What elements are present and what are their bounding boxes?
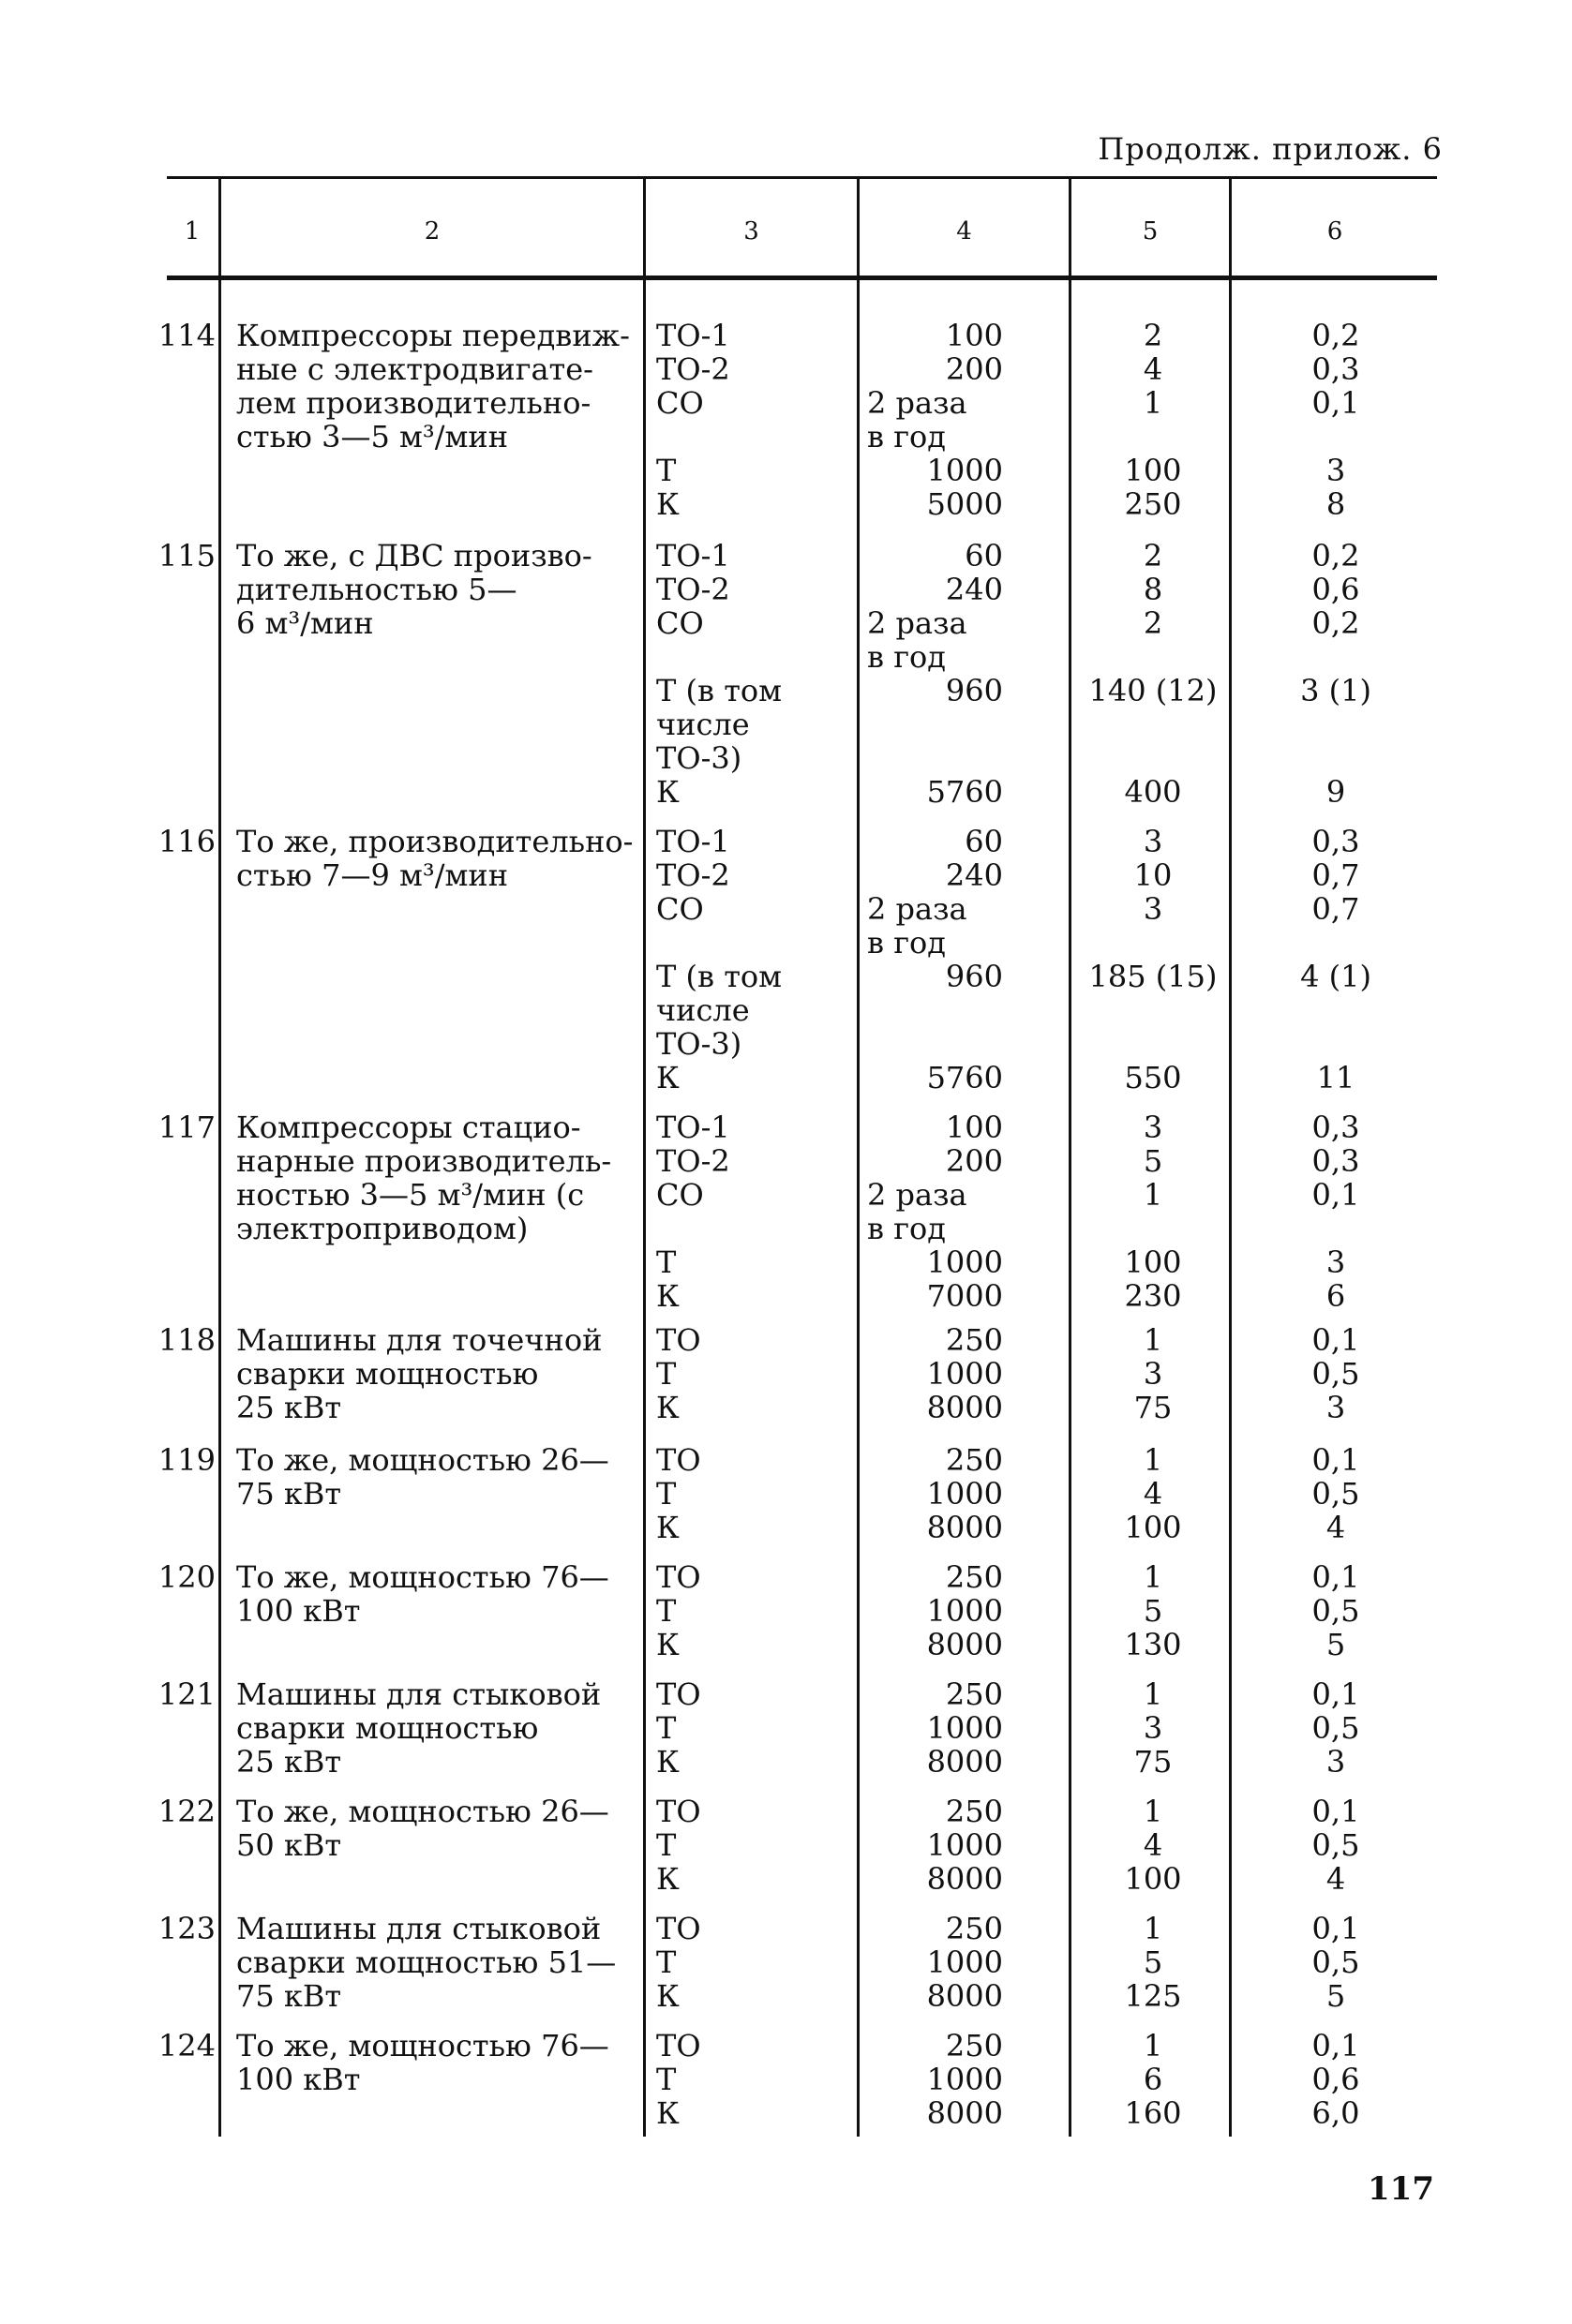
maintenance-type: ТО-1 bbox=[656, 538, 730, 574]
maintenance-row bbox=[0, 1945, 1572, 1979]
description-line: 100 кВт bbox=[236, 2062, 361, 2097]
column-number: 3 bbox=[743, 217, 759, 246]
description-line: 6 м³/мин bbox=[236, 605, 374, 641]
maintenance-row bbox=[0, 1511, 1572, 1544]
labor-value: 0,5 bbox=[1311, 1593, 1360, 1629]
maintenance-row bbox=[0, 1391, 1572, 1424]
labor-value: 6 bbox=[1325, 1278, 1346, 1314]
maintenance-type: ТО-2 bbox=[656, 351, 730, 387]
downtime-value: 10 bbox=[1133, 857, 1173, 893]
labor-value: 0,1 bbox=[1311, 1794, 1360, 1829]
maintenance-type: К bbox=[656, 1978, 680, 2014]
labor-value: 4 bbox=[1325, 1510, 1346, 1545]
labor-value: 0,5 bbox=[1311, 1476, 1360, 1512]
maintenance-row bbox=[0, 1745, 1572, 1779]
periodicity-hours: 250 bbox=[945, 1559, 1003, 1595]
maintenance-row bbox=[0, 1912, 1572, 1945]
maintenance-type: К bbox=[656, 1510, 680, 1545]
labor-value: 0,1 bbox=[1311, 1177, 1360, 1213]
entry-number: 117 bbox=[157, 1110, 216, 1145]
description-line: 50 кВт bbox=[236, 1827, 342, 1863]
periodicity-hours: 5760 bbox=[926, 1060, 1003, 1095]
description-line: электроприводом) bbox=[236, 1211, 529, 1246]
entry-number: 118 bbox=[157, 1322, 216, 1358]
downtime-value: 5 bbox=[1143, 1593, 1163, 1629]
labor-value: 5 bbox=[1325, 1627, 1346, 1662]
labor-value: 0,2 bbox=[1311, 605, 1360, 641]
labor-value: 8 bbox=[1325, 486, 1346, 522]
downtime-value: 75 bbox=[1133, 1390, 1173, 1425]
description-line: Машины для стыковой bbox=[236, 1911, 602, 1946]
description-line: стью 7—9 м³/мин bbox=[236, 857, 509, 893]
maintenance-row bbox=[0, 1144, 1572, 1178]
description-line: сварки мощностью bbox=[236, 1710, 539, 1746]
maintenance-type: ТО bbox=[656, 1911, 701, 1946]
maintenance-type: Т (в том bbox=[656, 673, 783, 708]
maintenance-type: ТО-3) bbox=[656, 740, 742, 776]
description-line: То же, мощностью 26— bbox=[236, 1794, 609, 1829]
maintenance-type: Т bbox=[656, 1244, 677, 1280]
maintenance-row bbox=[0, 858, 1572, 892]
downtime-value: 6 bbox=[1143, 2062, 1163, 2097]
labor-value: 3 bbox=[1325, 1244, 1346, 1280]
downtime-value: 2 bbox=[1143, 318, 1163, 353]
labor-value: 0,2 bbox=[1311, 318, 1360, 353]
periodicity-text: в год bbox=[867, 639, 946, 675]
maintenance-row bbox=[0, 573, 1572, 606]
maintenance-row bbox=[0, 1245, 1572, 1279]
maintenance-type: Т bbox=[656, 1356, 677, 1392]
periodicity-hours: 60 bbox=[965, 824, 1003, 859]
maintenance-row bbox=[0, 2063, 1572, 2096]
labor-value: 0,1 bbox=[1311, 1676, 1360, 1712]
maintenance-type: ТО bbox=[656, 1442, 701, 1478]
maintenance-row bbox=[0, 1323, 1572, 1357]
header-bottom-rule bbox=[167, 276, 1437, 280]
periodicity-hours: 250 bbox=[945, 1442, 1003, 1478]
maintenance-type: Т (в том bbox=[656, 959, 783, 994]
periodicity-hours: 100 bbox=[945, 318, 1003, 353]
downtime-value: 8 bbox=[1143, 572, 1163, 607]
maintenance-type: К bbox=[656, 486, 680, 522]
downtime-value: 160 bbox=[1124, 2095, 1182, 2131]
periodicity-hours: 8000 bbox=[926, 2095, 1003, 2131]
entry-number: 119 bbox=[157, 1442, 216, 1478]
description-line: То же, производительно- bbox=[236, 824, 634, 859]
maintenance-rows bbox=[0, 1323, 1572, 1424]
labor-value: 0,3 bbox=[1311, 351, 1360, 387]
periodicity-hours: 5000 bbox=[926, 486, 1003, 522]
downtime-value: 1 bbox=[1143, 1911, 1163, 1946]
labor-value: 5 bbox=[1325, 1978, 1346, 2014]
maintenance-type: Т bbox=[656, 1476, 677, 1512]
maintenance-type: К bbox=[656, 1060, 680, 1095]
periodicity-hours: 5760 bbox=[926, 774, 1003, 810]
downtime-value: 1 bbox=[1143, 1676, 1163, 1712]
labor-value: 6,0 bbox=[1311, 2095, 1360, 2131]
periodicity-hours: 100 bbox=[945, 1110, 1003, 1145]
labor-value: 4 bbox=[1325, 1861, 1346, 1897]
downtime-value: 1 bbox=[1143, 1442, 1163, 1478]
periodicity-hours: 1000 bbox=[926, 1244, 1003, 1280]
labor-value: 0,1 bbox=[1311, 2028, 1360, 2063]
maintenance-type: СО bbox=[656, 1177, 704, 1213]
maintenance-type: К bbox=[656, 1627, 680, 1662]
downtime-value: 3 bbox=[1143, 1356, 1163, 1392]
maintenance-type: ТО bbox=[656, 2028, 701, 2063]
maintenance-rows bbox=[0, 825, 1572, 1095]
maintenance-row bbox=[0, 386, 1572, 420]
maintenance-type: ТО bbox=[656, 1676, 701, 1712]
periodicity-hours: 8000 bbox=[926, 1627, 1003, 1662]
maintenance-row bbox=[0, 1795, 1572, 1828]
description-line: сварки мощностью bbox=[236, 1356, 539, 1392]
periodicity-hours: 1000 bbox=[926, 1356, 1003, 1392]
maintenance-type: ТО bbox=[656, 1794, 701, 1829]
maintenance-row bbox=[0, 993, 1572, 1027]
maintenance-type: К bbox=[656, 1861, 680, 1897]
maintenance-type: ТО-1 bbox=[656, 824, 730, 859]
labor-value: 0,5 bbox=[1311, 1827, 1360, 1863]
description-line: лем производительно- bbox=[236, 385, 591, 421]
labor-value: 0,1 bbox=[1311, 1322, 1360, 1358]
description-line: 25 кВт bbox=[236, 1744, 342, 1780]
entry-number: 122 bbox=[157, 1794, 216, 1829]
periodicity-hours: 7000 bbox=[926, 1278, 1003, 1314]
page-number: 117 bbox=[1368, 2170, 1434, 2208]
description-line: Компрессоры стацио- bbox=[236, 1110, 581, 1145]
downtime-value: 1 bbox=[1143, 1322, 1163, 1358]
maintenance-row bbox=[0, 1357, 1572, 1391]
maintenance-row bbox=[0, 674, 1572, 708]
periodicity-hours: 1000 bbox=[926, 2062, 1003, 2097]
column-number: 4 bbox=[956, 217, 972, 246]
maintenance-row bbox=[0, 1061, 1572, 1095]
maintenance-row bbox=[0, 1594, 1572, 1628]
description-line: То же, мощностью 76— bbox=[236, 1559, 609, 1595]
labor-value: 0,3 bbox=[1311, 824, 1360, 859]
maintenance-rows bbox=[0, 2029, 1572, 2130]
periodicity-text: 2 раза bbox=[867, 605, 967, 641]
periodicity-hours: 8000 bbox=[926, 1978, 1003, 2014]
periodicity-hours: 250 bbox=[945, 1911, 1003, 1946]
periodicity-hours: 250 bbox=[945, 1322, 1003, 1358]
maintenance-row bbox=[0, 454, 1572, 487]
periodicity-hours: 960 bbox=[945, 959, 1003, 994]
maintenance-type: числе bbox=[656, 707, 750, 742]
labor-value: 0,5 bbox=[1311, 1356, 1360, 1392]
maintenance-row bbox=[0, 1178, 1572, 1212]
maintenance-row bbox=[0, 926, 1572, 960]
entry-number: 115 bbox=[157, 538, 216, 574]
column-number: 2 bbox=[424, 217, 441, 246]
maintenance-row bbox=[0, 539, 1572, 573]
maintenance-row bbox=[0, 1027, 1572, 1061]
labor-value: 0,7 bbox=[1311, 857, 1360, 893]
entry-number: 120 bbox=[157, 1559, 216, 1595]
labor-value: 0,6 bbox=[1311, 572, 1360, 607]
description-line: ные с электродвигате- bbox=[236, 351, 593, 387]
maintenance-row bbox=[0, 1212, 1572, 1245]
downtime-value: 100 bbox=[1124, 453, 1182, 488]
downtime-value: 1 bbox=[1143, 1177, 1163, 1213]
maintenance-type: ТО-1 bbox=[656, 318, 730, 353]
maintenance-type: Т bbox=[656, 1710, 677, 1746]
entry-number: 116 bbox=[157, 824, 216, 859]
maintenance-row bbox=[0, 1711, 1572, 1745]
downtime-value: 1 bbox=[1143, 2028, 1163, 2063]
maintenance-rows bbox=[0, 1560, 1572, 1661]
labor-value: 3 bbox=[1325, 1744, 1346, 1780]
periodicity-hours: 1000 bbox=[926, 1476, 1003, 1512]
periodicity-hours: 1000 bbox=[926, 1944, 1003, 1980]
maintenance-type: К bbox=[656, 1744, 680, 1780]
periodicity-hours: 960 bbox=[945, 673, 1003, 708]
description-line: То же, мощностью 76— bbox=[236, 2028, 609, 2063]
entry-number: 124 bbox=[157, 2028, 216, 2063]
downtime-value: 100 bbox=[1124, 1510, 1182, 1545]
description-line: То же, мощностью 26— bbox=[236, 1442, 609, 1478]
labor-value: 0,1 bbox=[1311, 1442, 1360, 1478]
periodicity-hours: 1000 bbox=[926, 1827, 1003, 1863]
maintenance-row bbox=[0, 892, 1572, 926]
maintenance-type: Т bbox=[656, 1827, 677, 1863]
maintenance-type: К bbox=[656, 774, 680, 810]
labor-value: 4 (1) bbox=[1300, 959, 1371, 994]
labor-value: 11 bbox=[1316, 1060, 1355, 1095]
downtime-value: 230 bbox=[1124, 1278, 1182, 1314]
maintenance-rows bbox=[0, 1795, 1572, 1896]
description-line: То же, с ДВС произво- bbox=[236, 538, 592, 574]
labor-value: 0,6 bbox=[1311, 2062, 1360, 2097]
downtime-value: 4 bbox=[1143, 1827, 1163, 1863]
downtime-value: 3 bbox=[1143, 824, 1163, 859]
periodicity-text: в год bbox=[867, 925, 946, 961]
downtime-value: 3 bbox=[1143, 1110, 1163, 1145]
description-line: 75 кВт bbox=[236, 1476, 342, 1512]
periodicity-hours: 250 bbox=[945, 2028, 1003, 2063]
description-line: 75 кВт bbox=[236, 1978, 342, 2014]
downtime-value: 3 bbox=[1143, 1710, 1163, 1746]
labor-value: 3 (1) bbox=[1300, 673, 1371, 708]
periodicity-text: в год bbox=[867, 1211, 946, 1246]
maintenance-row bbox=[0, 487, 1572, 521]
description-line: Машины для точечной bbox=[236, 1322, 603, 1358]
labor-value: 0,1 bbox=[1311, 385, 1360, 421]
maintenance-type: ТО bbox=[656, 1322, 701, 1358]
labor-value: 0,5 bbox=[1311, 1944, 1360, 1980]
maintenance-row bbox=[0, 1443, 1572, 1477]
entry-number: 114 bbox=[157, 318, 216, 353]
maintenance-type: Т bbox=[656, 2062, 677, 2097]
downtime-value: 75 bbox=[1133, 1744, 1173, 1780]
labor-value: 3 bbox=[1325, 1390, 1346, 1425]
downtime-value: 4 bbox=[1143, 1476, 1163, 1512]
entry-number: 123 bbox=[157, 1911, 216, 1946]
periodicity-hours: 250 bbox=[945, 1676, 1003, 1712]
maintenance-row bbox=[0, 775, 1572, 809]
maintenance-row bbox=[0, 606, 1572, 640]
labor-value: 0,7 bbox=[1311, 891, 1360, 927]
labor-value: 0,5 bbox=[1311, 1710, 1360, 1746]
labor-value: 0,1 bbox=[1311, 1911, 1360, 1946]
maintenance-row bbox=[0, 1628, 1572, 1661]
maintenance-rows bbox=[0, 319, 1572, 521]
maintenance-row bbox=[0, 1477, 1572, 1511]
labor-value: 3 bbox=[1325, 453, 1346, 488]
maintenance-row bbox=[0, 825, 1572, 858]
maintenance-rows bbox=[0, 1912, 1572, 2013]
periodicity-hours: 250 bbox=[945, 1794, 1003, 1829]
maintenance-type: ТО-2 bbox=[656, 1143, 730, 1179]
maintenance-rows bbox=[0, 1677, 1572, 1779]
maintenance-row bbox=[0, 1677, 1572, 1711]
maintenance-type: ТО-2 bbox=[656, 857, 730, 893]
maintenance-type: СО bbox=[656, 385, 704, 421]
downtime-value: 140 (12) bbox=[1088, 673, 1218, 708]
labor-value: 0,3 bbox=[1311, 1143, 1360, 1179]
periodicity-hours: 8000 bbox=[926, 1744, 1003, 1780]
downtime-value: 125 bbox=[1124, 1978, 1182, 2014]
labor-value: 0,1 bbox=[1311, 1559, 1360, 1595]
periodicity-hours: 240 bbox=[945, 857, 1003, 893]
downtime-value: 3 bbox=[1143, 891, 1163, 927]
downtime-value: 2 bbox=[1143, 605, 1163, 641]
maintenance-row bbox=[0, 708, 1572, 741]
entry-number: 121 bbox=[157, 1676, 216, 1712]
maintenance-rows bbox=[0, 539, 1572, 809]
downtime-value: 100 bbox=[1124, 1244, 1182, 1280]
description-line: Компрессоры передвиж- bbox=[236, 318, 630, 353]
periodicity-hours: 1000 bbox=[926, 1593, 1003, 1629]
maintenance-rows bbox=[0, 1443, 1572, 1544]
description-line: 25 кВт bbox=[236, 1390, 342, 1425]
periodicity-hours: 240 bbox=[945, 572, 1003, 607]
maintenance-row bbox=[0, 2029, 1572, 2063]
column-number: 1 bbox=[184, 217, 201, 246]
downtime-value: 185 (15) bbox=[1088, 959, 1218, 994]
periodicity-text: 2 раза bbox=[867, 385, 967, 421]
maintenance-type: ТО bbox=[656, 1559, 701, 1595]
downtime-value: 4 bbox=[1143, 351, 1163, 387]
downtime-value: 1 bbox=[1143, 385, 1163, 421]
maintenance-type: Т bbox=[656, 453, 677, 488]
maintenance-type: ТО-1 bbox=[656, 1110, 730, 1145]
maintenance-type: К bbox=[656, 2095, 680, 2131]
periodicity-hours: 1000 bbox=[926, 1710, 1003, 1746]
maintenance-row bbox=[0, 420, 1572, 454]
maintenance-type: К bbox=[656, 1390, 680, 1425]
column-number: 5 bbox=[1142, 217, 1159, 246]
description-line: 100 кВт bbox=[236, 1593, 361, 1629]
maintenance-type: Т bbox=[656, 1593, 677, 1629]
maintenance-row bbox=[0, 741, 1572, 775]
description-line: нарные производитель- bbox=[236, 1143, 612, 1179]
maintenance-row bbox=[0, 960, 1572, 993]
periodicity-hours: 8000 bbox=[926, 1390, 1003, 1425]
maintenance-type: К bbox=[656, 1278, 680, 1314]
description-line: стью 3—5 м³/мин bbox=[236, 419, 509, 454]
labor-value: 0,3 bbox=[1311, 1110, 1360, 1145]
downtime-value: 550 bbox=[1124, 1060, 1182, 1095]
downtime-value: 100 bbox=[1124, 1861, 1182, 1897]
maintenance-row bbox=[0, 319, 1572, 352]
periodicity-hours: 200 bbox=[945, 351, 1003, 387]
maintenance-type: ТО-3) bbox=[656, 1026, 742, 1062]
downtime-value: 1 bbox=[1143, 1559, 1163, 1595]
maintenance-type: ТО-2 bbox=[656, 572, 730, 607]
maintenance-row bbox=[0, 2096, 1572, 2130]
downtime-value: 400 bbox=[1124, 774, 1182, 810]
downtime-value: 5 bbox=[1143, 1143, 1163, 1179]
description-line: сварки мощностью 51— bbox=[236, 1944, 617, 1980]
downtime-value: 1 bbox=[1143, 1794, 1163, 1829]
periodicity-text: в год bbox=[867, 419, 946, 454]
column-number: 6 bbox=[1326, 217, 1343, 246]
description-line: Машины для стыковой bbox=[236, 1676, 602, 1712]
maintenance-type: СО bbox=[656, 605, 704, 641]
periodicity-hours: 1000 bbox=[926, 453, 1003, 488]
downtime-value: 2 bbox=[1143, 538, 1163, 574]
continuation-caption: Продолж. прилож. 6 bbox=[1098, 131, 1443, 167]
maintenance-row bbox=[0, 1828, 1572, 1862]
labor-value: 0,2 bbox=[1311, 538, 1360, 574]
maintenance-row bbox=[0, 1979, 1572, 2013]
periodicity-hours: 8000 bbox=[926, 1510, 1003, 1545]
maintenance-row bbox=[0, 640, 1572, 674]
maintenance-row bbox=[0, 1279, 1572, 1313]
maintenance-type: Т bbox=[656, 1944, 677, 1980]
periodicity-hours: 200 bbox=[945, 1143, 1003, 1179]
periodicity-hours: 8000 bbox=[926, 1861, 1003, 1897]
periodicity-hours: 60 bbox=[965, 538, 1003, 574]
periodicity-text: 2 раза bbox=[867, 891, 967, 927]
labor-value: 9 bbox=[1325, 774, 1346, 810]
maintenance-type: СО bbox=[656, 891, 704, 927]
periodicity-text: 2 раза bbox=[867, 1177, 967, 1213]
downtime-value: 250 bbox=[1124, 486, 1182, 522]
maintenance-rows bbox=[0, 1110, 1572, 1313]
downtime-value: 5 bbox=[1143, 1944, 1163, 1980]
description-line: ностью 3—5 м³/мин (с bbox=[236, 1177, 585, 1213]
maintenance-type: числе bbox=[656, 992, 750, 1028]
maintenance-row bbox=[0, 352, 1572, 386]
description-line: дительностью 5— bbox=[236, 572, 517, 607]
table-top-rule bbox=[167, 176, 1437, 179]
downtime-value: 130 bbox=[1124, 1627, 1182, 1662]
maintenance-row bbox=[0, 1110, 1572, 1144]
maintenance-row bbox=[0, 1862, 1572, 1896]
maintenance-row bbox=[0, 1560, 1572, 1594]
